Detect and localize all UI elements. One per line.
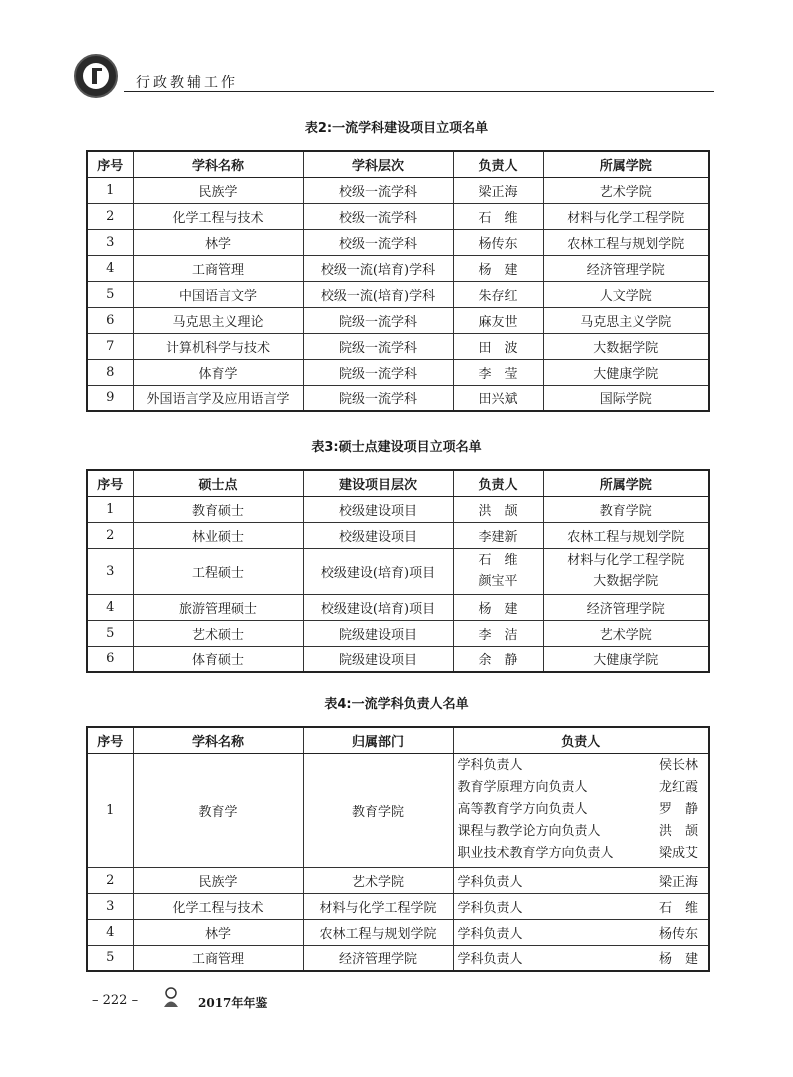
table2-header: 负责人 [453,151,543,177]
table-row: 4 工商管理 校级一流(培育)学科 杨 建 经济管理学院 [87,255,709,281]
table-row: 2 林业硕士 校级建设项目 李建新 农林工程与规划学院 [87,522,709,548]
table-row: 1 教育硕士 校级建设项目 洪 颉 教育学院 [87,496,709,522]
university-logo [74,54,118,98]
table4-caption: 表4:一流学科负责人名单 [324,697,469,712]
table-row: 9 外国语言学及应用语言学 院级一流学科 田兴斌 国际学院 [87,385,709,411]
role-line: 高等教育学方向负责人 罗 静 [457,802,698,817]
table-row: 4 旅游管理硕士 校级建设(培育)项目 杨 建 经济管理学院 [87,594,709,620]
role-line: 学科负责人 侯长林 [457,758,698,773]
table-row: 5 艺术硕士 院级建设项目 李 洁 艺术学院 [87,620,709,646]
table4-header: 学科名称 [133,727,303,753]
table3-header: 建设项目层次 [303,470,453,496]
role-line: 职业技术教育学方向负责人 梁成艾 [457,846,698,861]
table-row: 5 中国语言文学 校级一流(培育)学科 朱存红 人文学院 [87,281,709,307]
table3 [86,469,710,673]
table-row: 5 工商管理 经济管理学院 学科负责人 杨 建 [87,945,709,971]
table-row: 6 马克思主义理论 院级一流学科 麻友世 马克思主义学院 [87,307,709,333]
table-row: 3 工程硕士 校级建设(培育)项目 石 维 颜宝平 材料与化学工程学院 大数据学院 [87,548,709,594]
yearbook-mascot-icon [160,986,182,1008]
header-rule [124,91,714,92]
table-row: 2 民族学 艺术学院 学科负责人 梁正海 [87,867,709,893]
role-line: 课程与教学论方向负责人 洪 颉 [457,824,698,839]
page-number: – 222 – [92,993,139,1008]
table-row: 4 林学 农林工程与规划学院 学科负责人 杨传东 [87,919,709,945]
table-row: 3 林学 校级一流学科 杨传东 农林工程与规划学院 [87,229,709,255]
table3-caption: 表3:硕士点建设项目立项名单 [311,440,482,455]
table-row: 1 民族学 校级一流学科 梁正海 艺术学院 [87,177,709,203]
page-header [74,52,714,94]
table-row: 2 化学工程与技术 校级一流学科 石 维 材料与化学工程学院 [87,203,709,229]
role-line: 学科负责人 梁正海 [457,874,698,890]
table-row: 8 体育学 院级一流学科 李 莹 大健康学院 [87,359,709,385]
table4-header: 序号 [87,727,133,753]
role-line: 学科负责人 杨 建 [457,952,698,968]
table2-caption: 表2:一流学科建设项目立项名单 [304,121,489,136]
table3-header: 负责人 [453,470,543,496]
table-row: 3 化学工程与技术 材料与化学工程学院 学科负责人 石 维 [87,893,709,919]
role-line: 教育学原理方向负责人 龙红霞 [457,780,698,795]
table3-header: 所属学院 [543,470,709,496]
table-row: 7 计算机科学与技术 院级一流学科 田 波 大数据学院 [87,333,709,359]
role-line: 学科负责人 杨传东 [457,926,698,942]
section-title: 行政教辅工作 [136,75,238,91]
yearbook-title: 2017年年鉴 [198,996,268,1010]
table-row: 6 体育硕士 院级建设项目 余 静 大健康学院 [87,646,709,672]
table4-header: 负责人 [453,727,709,753]
table2 [86,150,710,412]
table4 [86,726,710,972]
table-row: 1 教育学 教育学院 学科负责人 侯长林 教育学原理方向负责人 龙红霞 高等教育学方向负责人 罗 静 课程与教学论方向负责人 洪 颉 职业技术教育学方向负责人 梁成艾 [87,753,709,867]
table2-header: 序号 [87,151,133,177]
table2-header: 学科层次 [303,151,453,177]
table3-header: 序号 [87,470,133,496]
role-line: 学科负责人 石 维 [457,900,698,916]
table3-header: 硕士点 [133,470,303,496]
table2-header: 学科名称 [133,151,303,177]
table4-header: 归属部门 [303,727,453,753]
table2-header: 所属学院 [543,151,709,177]
